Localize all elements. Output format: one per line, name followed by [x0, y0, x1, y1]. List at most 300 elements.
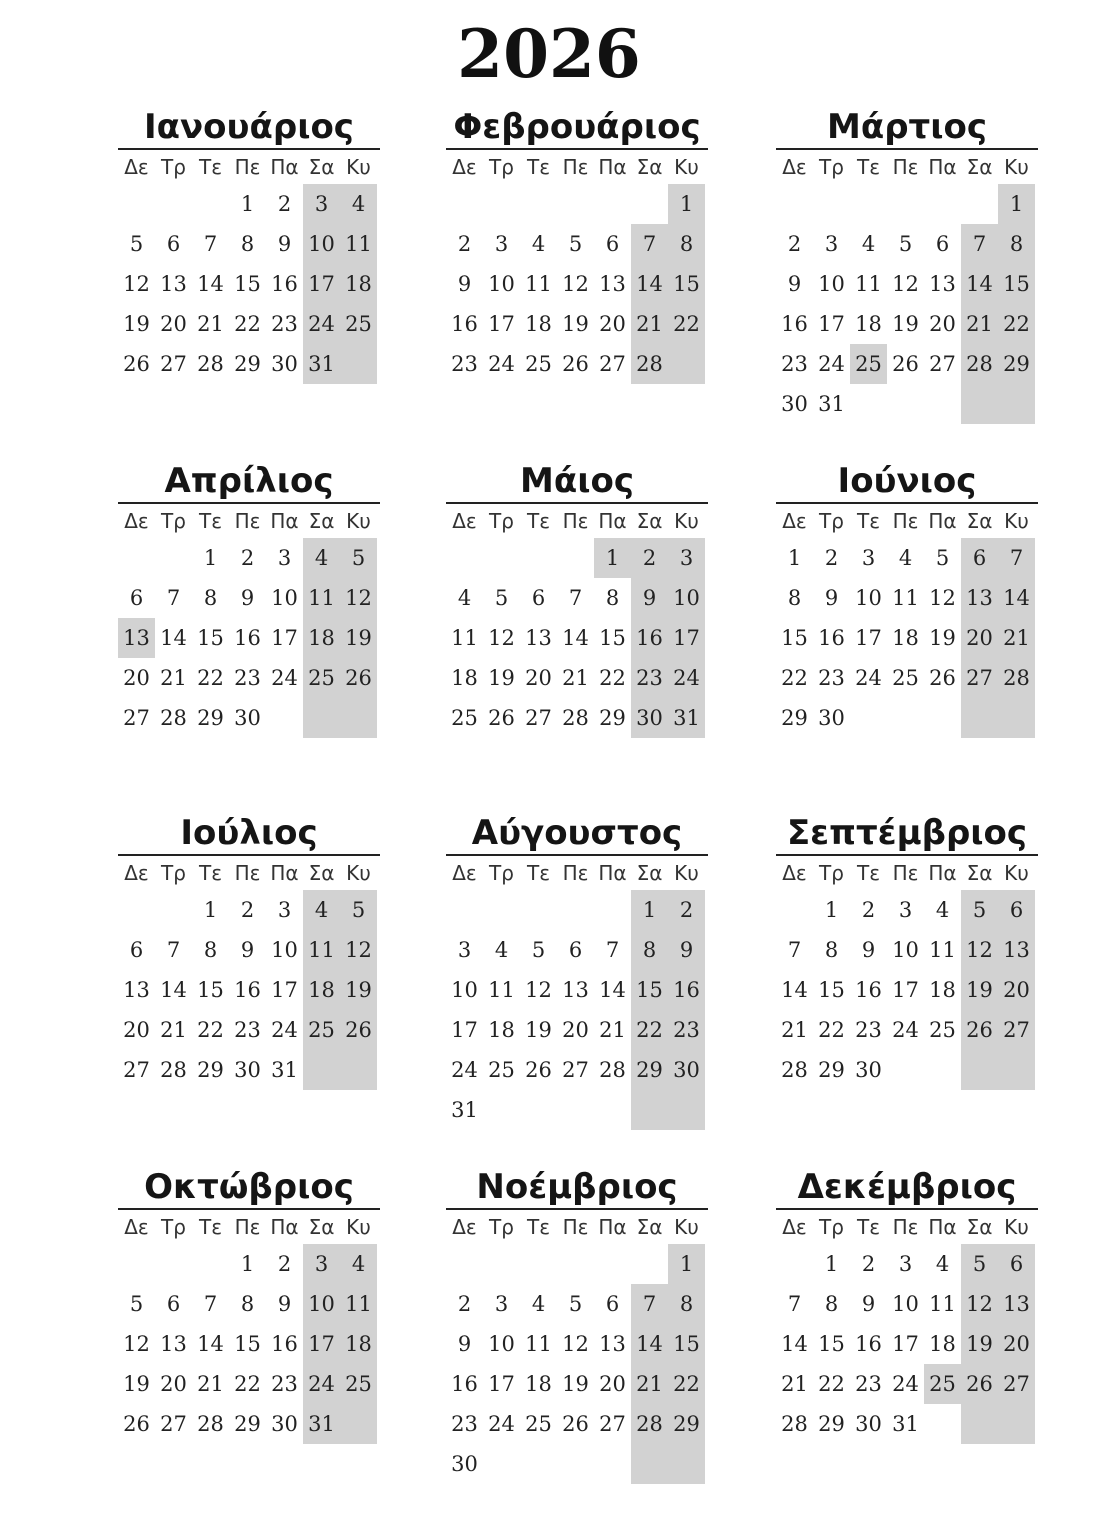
day-cell: 2	[277, 192, 292, 216]
day-cell: 8	[605, 586, 620, 610]
weekend-day: 30	[668, 1050, 705, 1090]
day-cell: 21	[160, 1018, 187, 1042]
weekend-day: 7	[961, 224, 998, 264]
day-cell: 9	[457, 1332, 472, 1356]
weekend-day: 5	[961, 1244, 998, 1284]
weekday-header: Τρ	[161, 509, 186, 533]
day-cell: 18	[488, 1018, 515, 1042]
weekday-header: Δε	[782, 861, 807, 885]
day-cell: 18	[929, 1332, 956, 1356]
day-cell: 13	[562, 978, 589, 1002]
day-cell: 19	[123, 312, 150, 336]
empty-cell	[668, 1090, 705, 1130]
weekday-header: Πα	[598, 509, 627, 533]
month-name: Ιούνιος	[776, 460, 1038, 504]
weekday-header: Τε	[856, 509, 881, 533]
weekday-header: Κυ	[674, 509, 699, 533]
day-cell: 26	[929, 666, 956, 690]
day-cell: 16	[451, 312, 478, 336]
weekday-header: Σα	[308, 1215, 335, 1239]
empty-cell	[446, 1244, 483, 1284]
day-cell: 19	[525, 1018, 552, 1042]
month-name: Μάρτιος	[776, 106, 1038, 150]
weekend-day: 25	[303, 658, 340, 698]
day-cell: 10	[271, 938, 298, 962]
day-cell: 19	[929, 626, 956, 650]
month-block	[446, 106, 708, 384]
empty-cell	[668, 1444, 705, 1484]
empty-cell	[668, 344, 705, 384]
empty-cell	[631, 184, 668, 224]
month-block	[776, 460, 1038, 738]
day-cell: 17	[892, 1332, 919, 1356]
month-block	[446, 460, 708, 738]
day-cell: 30	[818, 706, 845, 730]
empty-cell	[961, 384, 998, 424]
day-cell: 7	[166, 586, 181, 610]
empty-cell	[155, 184, 192, 224]
day-cell: 18	[451, 666, 478, 690]
weekend-day: 18	[340, 264, 377, 304]
day-cell: 20	[929, 312, 956, 336]
day-cell: 23	[855, 1018, 882, 1042]
empty-cell	[594, 890, 631, 930]
day-cell: 5	[129, 232, 144, 256]
day-cell: 28	[599, 1058, 626, 1082]
weekday-header: Τρ	[161, 861, 186, 885]
weekday-header: Πα	[928, 155, 957, 179]
day-cell: 8	[824, 1292, 839, 1316]
day-cell: 11	[855, 272, 882, 296]
weekday-header: Πα	[928, 509, 957, 533]
day-cell: 9	[861, 1292, 876, 1316]
day-cell: 17	[818, 312, 845, 336]
day-cell: 30	[451, 1452, 478, 1476]
day-cell: 31	[451, 1098, 478, 1122]
weekend-day: 22	[998, 304, 1035, 344]
day-cell: 16	[271, 1332, 298, 1356]
day-cell: 19	[892, 312, 919, 336]
day-cell: 27	[599, 352, 626, 376]
day-cell: 12	[562, 272, 589, 296]
weekend-day: 16	[668, 970, 705, 1010]
weekend-day: 8	[668, 224, 705, 264]
weekday-header: Πε	[892, 155, 919, 179]
month-grid	[776, 856, 1038, 1090]
day-cell: 22	[818, 1018, 845, 1042]
day-cell: 4	[494, 938, 509, 962]
day-cell: 1	[240, 192, 255, 216]
day-cell: 23	[234, 1018, 261, 1042]
day-cell: 14	[781, 1332, 808, 1356]
day-cell: 23	[781, 352, 808, 376]
weekend-day: 26	[340, 1010, 377, 1050]
day-cell: 17	[488, 312, 515, 336]
day-cell: 30	[855, 1412, 882, 1436]
day-cell: 6	[129, 586, 144, 610]
weekend-day: 20	[961, 618, 998, 658]
day-cell: 31	[892, 1412, 919, 1436]
day-cell: 27	[160, 352, 187, 376]
month-block	[776, 1166, 1038, 1444]
empty-cell	[557, 1244, 594, 1284]
day-cell: 21	[160, 666, 187, 690]
day-cell: 11	[929, 1292, 956, 1316]
weekend-day: 24	[303, 1364, 340, 1404]
weekday-header: Δε	[782, 155, 807, 179]
weekday-header: Κυ	[1004, 509, 1029, 533]
day-cell: 8	[240, 1292, 255, 1316]
weekday-header: Πε	[892, 1215, 919, 1239]
day-cell: 5	[494, 586, 509, 610]
day-cell: 7	[605, 938, 620, 962]
day-cell: 23	[855, 1372, 882, 1396]
weekday-header: Πα	[598, 861, 627, 885]
weekday-header: Κυ	[346, 861, 371, 885]
day-cell: 6	[166, 1292, 181, 1316]
day-cell: 15	[234, 272, 261, 296]
empty-cell	[924, 384, 961, 424]
weekend-day: 1	[631, 890, 668, 930]
day-cell: 16	[855, 1332, 882, 1356]
weekday-header: Κυ	[346, 155, 371, 179]
weekend-day: 18	[303, 970, 340, 1010]
empty-cell	[446, 184, 483, 224]
day-cell: 9	[240, 586, 255, 610]
month-block	[446, 812, 708, 1130]
weekend-day: 24	[668, 658, 705, 698]
weekday-header: Κυ	[1004, 1215, 1029, 1239]
day-cell: 23	[271, 312, 298, 336]
day-cell: 26	[123, 1412, 150, 1436]
day-cell: 20	[160, 1372, 187, 1396]
weekday-header: Τε	[856, 1215, 881, 1239]
day-cell: 13	[599, 1332, 626, 1356]
weekend-day: 7	[631, 224, 668, 264]
weekday-header: Πα	[270, 509, 299, 533]
day-cell: 8	[787, 586, 802, 610]
day-cell: 2	[457, 232, 472, 256]
day-cell: 2	[457, 1292, 472, 1316]
day-cell: 9	[240, 938, 255, 962]
day-cell: 23	[271, 1372, 298, 1396]
day-cell: 14	[160, 626, 187, 650]
day-cell: 27	[123, 1058, 150, 1082]
holiday-day: 25	[850, 344, 887, 384]
day-cell: 22	[234, 1372, 261, 1396]
weekday-header: Τρ	[819, 1215, 844, 1239]
day-cell: 6	[531, 586, 546, 610]
day-cell: 25	[929, 1018, 956, 1042]
weekday-header: Τρ	[489, 861, 514, 885]
day-cell: 30	[234, 1058, 261, 1082]
empty-cell	[303, 1050, 340, 1090]
empty-cell	[594, 184, 631, 224]
day-cell: 24	[892, 1018, 919, 1042]
weekend-day: 7	[998, 538, 1035, 578]
weekday-header: Πε	[234, 1215, 261, 1239]
weekend-day: 22	[631, 1010, 668, 1050]
day-cell: 4	[935, 1252, 950, 1276]
weekday-header: Δε	[782, 1215, 807, 1239]
day-cell: 9	[277, 1292, 292, 1316]
weekend-day: 15	[998, 264, 1035, 304]
weekday-header: Πε	[562, 1215, 589, 1239]
weekend-day: 6	[998, 1244, 1035, 1284]
empty-cell	[520, 1090, 557, 1130]
year-title: 2026	[457, 15, 641, 93]
weekday-header: Τε	[856, 861, 881, 885]
day-cell: 25	[488, 1058, 515, 1082]
empty-cell	[998, 1404, 1035, 1444]
weekday-header: Σα	[636, 1215, 663, 1239]
day-cell: 15	[781, 626, 808, 650]
day-cell: 1	[203, 898, 218, 922]
weekday-header: Τε	[856, 155, 881, 179]
empty-cell	[776, 184, 813, 224]
day-cell: 11	[892, 586, 919, 610]
day-cell: 29	[781, 706, 808, 730]
weekday-header: Τρ	[489, 1215, 514, 1239]
month-grid	[118, 856, 380, 1090]
day-cell: 1	[203, 546, 218, 570]
day-cell: 12	[123, 1332, 150, 1356]
weekday-header: Κυ	[674, 861, 699, 885]
weekend-day: 25	[340, 1364, 377, 1404]
day-cell: 5	[568, 1292, 583, 1316]
day-cell: 24	[451, 1058, 478, 1082]
empty-cell	[483, 1244, 520, 1284]
day-cell: 2	[787, 232, 802, 256]
day-cell: 29	[234, 352, 261, 376]
day-cell: 25	[525, 352, 552, 376]
day-cell: 6	[166, 232, 181, 256]
month-block	[776, 812, 1038, 1090]
day-cell: 28	[160, 706, 187, 730]
month-name: Οκτώβριος	[118, 1166, 380, 1210]
weekend-day: 19	[961, 1324, 998, 1364]
weekday-header: Πα	[270, 861, 299, 885]
month-grid	[446, 150, 708, 384]
empty-cell	[118, 1244, 155, 1284]
weekend-day: 10	[303, 224, 340, 264]
month-grid	[776, 150, 1038, 424]
empty-cell	[924, 1050, 961, 1090]
day-cell: 3	[898, 1252, 913, 1276]
day-cell: 16	[855, 978, 882, 1002]
month-name: Μάιος	[446, 460, 708, 504]
day-cell: 29	[599, 706, 626, 730]
weekday-header: Δε	[782, 509, 807, 533]
weekend-day: 6	[961, 538, 998, 578]
weekday-header: Πε	[234, 155, 261, 179]
day-cell: 23	[818, 666, 845, 690]
day-cell: 18	[892, 626, 919, 650]
day-cell: 2	[861, 898, 876, 922]
month-name: Δεκέμβριος	[776, 1166, 1038, 1210]
weekend-day: 4	[340, 1244, 377, 1284]
weekday-header: Σα	[966, 861, 993, 885]
day-cell: 16	[818, 626, 845, 650]
day-cell: 22	[234, 312, 261, 336]
month-name: Φεβρουάριος	[446, 106, 708, 150]
day-cell: 21	[781, 1372, 808, 1396]
empty-cell	[118, 890, 155, 930]
empty-cell	[961, 1050, 998, 1090]
weekend-day: 11	[303, 578, 340, 618]
day-cell: 26	[562, 1412, 589, 1436]
empty-cell	[961, 1404, 998, 1444]
day-cell: 5	[568, 232, 583, 256]
weekend-day: 17	[303, 264, 340, 304]
weekday-header: Τρ	[161, 155, 186, 179]
day-cell: 17	[451, 1018, 478, 1042]
day-cell: 19	[562, 1372, 589, 1396]
empty-cell	[118, 538, 155, 578]
weekend-day: 13	[961, 578, 998, 618]
day-cell: 8	[203, 938, 218, 962]
day-cell: 23	[234, 666, 261, 690]
weekday-header: Πα	[598, 1215, 627, 1239]
day-cell: 22	[781, 666, 808, 690]
day-cell: 15	[599, 626, 626, 650]
day-cell: 17	[892, 978, 919, 1002]
day-cell: 27	[160, 1412, 187, 1436]
month-block	[118, 106, 380, 384]
weekend-day: 12	[961, 930, 998, 970]
day-cell: 14	[781, 978, 808, 1002]
empty-cell	[155, 538, 192, 578]
month-block	[776, 106, 1038, 424]
weekday-header: Δε	[124, 509, 149, 533]
holiday-day: 13	[118, 618, 155, 658]
weekend-day: 21	[961, 304, 998, 344]
day-cell: 23	[451, 352, 478, 376]
day-cell: 4	[457, 586, 472, 610]
empty-cell	[483, 1090, 520, 1130]
empty-cell	[631, 1444, 668, 1484]
empty-cell	[483, 890, 520, 930]
weekend-day: 25	[340, 304, 377, 344]
day-cell: 8	[203, 586, 218, 610]
weekday-header: Τρ	[819, 861, 844, 885]
weekday-header: Πα	[270, 1215, 299, 1239]
day-cell: 9	[787, 272, 802, 296]
empty-cell	[557, 890, 594, 930]
day-cell: 10	[271, 586, 298, 610]
day-cell: 20	[599, 312, 626, 336]
weekend-day: 19	[961, 970, 998, 1010]
weekday-header: Δε	[124, 1215, 149, 1239]
empty-cell	[924, 1404, 961, 1444]
month-grid	[446, 1210, 708, 1484]
weekend-day: 31	[668, 698, 705, 738]
empty-cell	[887, 384, 924, 424]
weekend-day: 23	[631, 658, 668, 698]
weekend-day: 11	[340, 1284, 377, 1324]
empty-cell	[594, 1090, 631, 1130]
weekend-day: 15	[631, 970, 668, 1010]
day-cell: 16	[234, 978, 261, 1002]
weekend-day: 8	[668, 1284, 705, 1324]
day-cell: 6	[568, 938, 583, 962]
day-cell: 16	[781, 312, 808, 336]
weekend-day: 11	[303, 930, 340, 970]
day-cell: 22	[599, 666, 626, 690]
day-cell: 15	[197, 626, 224, 650]
weekday-header: Σα	[966, 1215, 993, 1239]
day-cell: 11	[525, 1332, 552, 1356]
weekday-header: Δε	[452, 155, 477, 179]
weekday-header: Δε	[452, 509, 477, 533]
day-cell: 25	[525, 1412, 552, 1436]
weekend-day: 6	[998, 890, 1035, 930]
weekday-header: Κυ	[1004, 155, 1029, 179]
empty-cell	[924, 184, 961, 224]
weekday-header: Κυ	[674, 155, 699, 179]
day-cell: 28	[781, 1412, 808, 1436]
day-cell: 24	[488, 352, 515, 376]
month-grid	[446, 856, 708, 1130]
weekday-header: Κυ	[346, 1215, 371, 1239]
day-cell: 6	[129, 938, 144, 962]
empty-cell	[887, 1050, 924, 1090]
month-grid	[118, 1210, 380, 1444]
day-cell: 25	[892, 666, 919, 690]
day-cell: 29	[197, 1058, 224, 1082]
weekend-day: 18	[303, 618, 340, 658]
empty-cell	[998, 698, 1035, 738]
day-cell: 26	[562, 352, 589, 376]
empty-cell	[340, 698, 377, 738]
day-cell: 14	[197, 1332, 224, 1356]
weekday-header: Δε	[124, 155, 149, 179]
weekend-day: 28	[998, 658, 1035, 698]
weekend-day: 10	[668, 578, 705, 618]
day-cell: 20	[525, 666, 552, 690]
day-cell: 24	[892, 1372, 919, 1396]
empty-cell	[340, 1050, 377, 1090]
day-cell: 17	[271, 626, 298, 650]
weekday-header: Σα	[308, 155, 335, 179]
empty-cell	[483, 1444, 520, 1484]
weekend-day: 17	[668, 618, 705, 658]
empty-cell	[776, 890, 813, 930]
day-cell: 30	[781, 392, 808, 416]
day-cell: 30	[855, 1058, 882, 1082]
day-cell: 16	[234, 626, 261, 650]
empty-cell	[520, 1244, 557, 1284]
weekend-day: 26	[961, 1364, 998, 1404]
weekday-header: Τρ	[819, 509, 844, 533]
day-cell: 5	[935, 546, 950, 570]
day-cell: 1	[824, 1252, 839, 1276]
day-cell: 3	[494, 1292, 509, 1316]
day-cell: 1	[824, 898, 839, 922]
empty-cell	[520, 1444, 557, 1484]
day-cell: 11	[488, 978, 515, 1002]
weekday-header: Κυ	[674, 1215, 699, 1239]
day-cell: 18	[929, 978, 956, 1002]
day-cell: 10	[855, 586, 882, 610]
day-cell: 5	[129, 1292, 144, 1316]
day-cell: 19	[562, 312, 589, 336]
day-cell: 10	[451, 978, 478, 1002]
weekend-day: 2	[631, 538, 668, 578]
empty-cell	[155, 890, 192, 930]
weekday-header: Πε	[892, 509, 919, 533]
day-cell: 26	[123, 352, 150, 376]
